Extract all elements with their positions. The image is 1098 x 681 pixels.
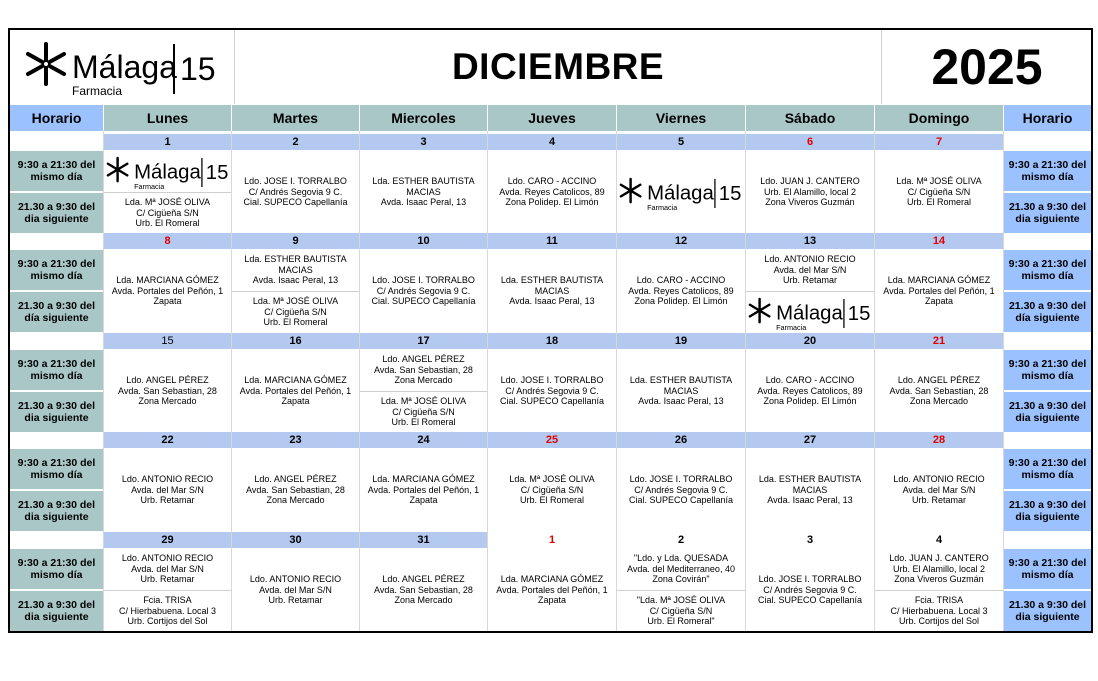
on-duty-pharmacy-night [104,193,231,233]
pharmacy-line: Zona Mercado [394,375,453,386]
day-number: 20 [746,333,874,349]
pharmacy-line: Lda. Mª JOSÉ OLIVA [124,197,211,208]
pharmacy-line: C/ Cigüeña S/N [649,605,713,616]
pharmacy-line: Avda. Portales del Peñón, 1 [883,285,995,296]
on-duty-pharmacy [875,350,1003,432]
pharmacy-line: Avda. Reyes Catolicos, 89 [628,285,734,296]
pharmacy-line: Avda. San Sebastian, 28 [374,364,473,375]
column-divider [231,131,232,631]
pharmacy-line: Urb. Cortijos del Sol [127,616,208,627]
on-duty-pharmacy [360,250,487,332]
day-number: 18 [488,333,616,349]
pharmacy-line: Zona Viveros Guzmán [894,574,984,585]
day-number: 6 [746,134,874,150]
on-duty-pharmacy [104,350,231,432]
day-number: 10 [360,233,487,249]
on-duty-pharmacy [232,151,359,233]
calendar [8,28,1093,633]
pharmacy-line: Zona Mercado [909,396,969,407]
hours-day-shift: 9:30 a 21:30 del mismo día [10,549,103,589]
brand-logo [12,32,232,102]
on-duty-pharmacy [488,549,616,631]
hours-night-shift: 21.30 a 9:30 del dia siguiente [1004,491,1091,531]
on-duty-pharmacy [617,151,745,233]
pharmacy-line: Avda. del Mar S/N [773,264,847,275]
on-duty-pharmacy-night [875,591,1003,631]
pharmacy-logo-number: 15 [718,182,742,205]
on-duty-pharmacy-day [617,549,745,589]
on-duty-pharmacy [617,449,745,531]
pharmacy-line: MACIAS [406,186,441,197]
hours-night-shift: 21.30 a 9:30 del día siguiente [10,292,103,332]
day-number: 16 [232,333,359,349]
pharmacy-line: Urb. Retamar [782,275,837,286]
pharmacy-line: Lda. Mª JOSÉ OLIVA [896,176,982,187]
on-duty-pharmacy [104,449,231,531]
brand-number: 15 [180,51,216,87]
pharmacy-line: Fcia. TRISA [143,595,192,606]
column-header-miercoles: Miercoles [360,105,487,131]
hours-day-shift: 9:30 a 21:30 del mismo día [1004,151,1091,191]
pharmacy-line: Avda. Isaac Peral, 13 [509,296,595,307]
pharmacy-line: Ldo. ANTONIO RECIO [121,474,214,485]
column-header-domingo: Domingo [875,105,1003,131]
on-duty-pharmacy [746,350,874,432]
day-number: 11 [488,233,616,249]
on-duty-pharmacy [617,250,745,332]
pharmacy-line: C/ Andrés Segovia 9 C. [505,385,599,396]
pharmacy-line: Avda. Portales del Peñón, 1 [367,484,480,495]
pharmacy-line: Avda. del Mar S/N [902,484,976,495]
day-number: 23 [232,432,359,448]
day-number: 19 [617,333,745,349]
pharmacy-line: Lda. ESTHER BAUTISTA [629,375,733,386]
pharmacy-line: Avda. Portales del Peñón, 1 [496,584,608,595]
on-duty-pharmacy-day [104,549,231,589]
year-title: 2025 [931,39,1043,95]
day-number: 30 [232,532,359,548]
pharmacy-line: MACIAS [534,285,570,296]
pharmacy-line: Avda. Isaac Peral, 13 [252,275,339,286]
pharmacy-line: Cial. SUPECO Capellanía [499,396,605,407]
on-duty-pharmacy [488,151,616,233]
pharmacy-line: Urb. El Alamillo, local 2 [892,563,986,574]
column-header-viernes: Viernes [617,105,745,131]
pharmacy-line: Zapata [537,595,567,606]
pharmacy-line: C/ Andrés Segovia 9 C. [634,484,728,495]
column-header-sábado: Sábado [746,105,874,131]
pharmacy-line: Lda. ESTHER BAUTISTA [244,254,347,265]
hours-night-shift: 21.30 a 9:30 del dia siguiente [10,193,103,233]
hours-night-shift: 21.30 a 9:30 del dia siguiente [10,491,103,531]
day-number: 2 [677,534,685,546]
on-duty-pharmacy [232,549,359,631]
on-duty-pharmacy [488,449,616,531]
hours-night-shift: 21.30 a 9:30 del dia siguiente [10,591,103,631]
pharmacy-line: C/ Cigüeña S/N [907,186,971,197]
column-header-martes: Martes [232,105,359,131]
day-number: 4 [488,134,616,150]
pharmacy-line: Avda. Isaac Peral, 13 [767,495,853,506]
hours-day-shift: 9:30 a 21:30 del mismo día [1004,250,1091,290]
pharmacy-line: Zona Polidep. El Limón [505,197,599,208]
on-duty-pharmacy [488,350,616,432]
hours-night-shift: 21.30 a 9:30 del día siguiente [1004,292,1091,332]
on-duty-pharmacy [746,151,874,233]
pharmacy-line: Zapata [409,495,438,506]
day-number: 15 [104,333,231,349]
pharmacy-line: Ldo. JOSE I. TORRALBO [372,275,475,286]
pharmacy-line: Ldo. ANTONIO RECIO [764,254,856,265]
brand-tagline: Farmacia [72,84,123,98]
pharmacy-line: "Ldo. y Lda. QUESADA [633,553,729,564]
hours-night-shift: 21.30 a 9:30 del dia siguiente [1004,392,1091,432]
hours-day-shift: 9:30 a 21:30 del mismo día [1004,449,1091,489]
on-duty-pharmacy [746,549,874,631]
day-number: 4 [935,534,943,546]
day-number: 27 [746,432,874,448]
column-divider [359,131,360,631]
pharmacy-line: C/ Cigüeña S/N [136,207,199,218]
on-duty-pharmacy-day [746,250,874,290]
pharmacy-line: C/ Cigüeña S/N [520,484,584,495]
pharmacy-line: Ldo. ANGEL PÉREZ [382,574,465,585]
pharmacy-line: Urb. Retamar [140,574,195,585]
on-duty-pharmacy [360,151,487,233]
pharmacy-line: Lda. Mª JOSÉ OLIVA [252,296,339,307]
month-title: DICIEMBRE [234,30,882,104]
day-number: 8 [104,233,231,249]
pharmacy-line: C/ Cigüeña S/N [264,306,327,317]
hours-day-shift: 9:30 a 21:30 del mismo día [10,250,103,290]
pharmacy-line: C/ Hierbabuena. Local 3 [118,605,217,616]
column-divider [487,131,488,631]
pharmacy-line: "Lda. Mª JOSÉ OLIVA [636,595,726,606]
day-number: 26 [617,432,745,448]
on-duty-pharmacy [360,549,487,631]
star-logo-icon [750,298,769,321]
pharmacy-line: Lda. ESTHER BAUTISTA [500,275,604,286]
column-divider [1003,131,1004,631]
star-logo-icon [107,157,126,180]
day-number: 28 [875,432,1003,448]
pharmacy-line: Ldo. ANGEL PÉREZ [254,474,337,485]
on-duty-pharmacy [617,350,745,432]
pharmacy-line: C/ Hierbabuena. Local 3 [890,605,988,616]
on-duty-pharmacy-night [746,292,874,332]
on-duty-pharmacy [232,449,359,531]
column-divider [745,131,746,631]
on-duty-pharmacy-day [232,250,359,290]
column-divider [103,131,104,631]
pharmacy-line: Avda. San Sebastian, 28 [374,584,473,595]
pharmacy-line: Zona Mercado [138,396,197,407]
pharmacy-logo [747,293,873,332]
pharmacy-line: Urb. El Romeral [135,218,200,229]
day-number: 7 [875,134,1003,150]
on-duty-pharmacy [104,250,231,332]
pharmacy-line: Ldo. CARO - ACCINO [765,375,855,386]
pharmacy-line: Fcia. TRISA [914,595,964,606]
pharmacy-line: C/ Andrés Segovia 9 C. [376,285,471,296]
on-duty-pharmacy [488,250,616,332]
pharmacy-line: Lda. MARCIANA GÓMEZ [887,275,991,286]
day-number: 13 [746,233,874,249]
day-number: 3 [806,534,814,546]
pharmacy-line: Zona Viveros Guzmán [765,197,855,208]
pharmacy-line: Lda. ESTHER BAUTISTA [758,474,862,485]
on-duty-pharmacy [875,449,1003,531]
column-header-horario: Horario [10,105,103,131]
pharmacy-line: MACIAS [278,264,313,275]
pharmacy-line: Avda. San Sebastian, 28 [118,385,217,396]
day-number: 1 [104,134,231,150]
column-header-lunes: Lunes [104,105,231,131]
pharmacy-line: Lda. ESTHER BAUTISTA [372,176,475,187]
pharmacy-line: Avda. Portales del Peñón, 1 [239,385,352,396]
pharmacy-line: Avda. Isaac Peral, 13 [380,197,467,208]
day-number: 9 [232,233,359,249]
pharmacy-line: Lda. Mª JOSÉ OLIVA [509,474,595,485]
pharmacy-logo-number: 15 [847,302,871,325]
pharmacy-line: Ldo. JUAN J. CANTERO [889,553,989,564]
day-number: 17 [360,333,487,349]
day-number: 24 [360,432,487,448]
pharmacy-line: Ldo. ANGEL PÉREZ [897,375,981,386]
pharmacy-line: Ldo. JOSE I. TORRALBO [244,176,347,187]
pharmacy-line: Ldo. ANTONIO RECIO [121,553,214,564]
on-duty-pharmacy [232,350,359,432]
pharmacy-line: Avda. del Mar S/N [131,563,204,574]
on-duty-pharmacy-night [232,292,359,332]
pharmacy-line: Avda. Portales del Peñón, 1 [111,285,224,296]
pharmacy-line: Cial. SUPECO Capellanía [371,296,476,307]
hours-day-shift: 9:30 a 21:30 del mismo día [10,350,103,390]
pharmacy-line: Zapata [153,296,182,307]
pharmacy-line: C/ Cigüeña S/N [392,406,455,417]
pharmacy-line: Lda. MARCIANA GÓMEZ [372,474,475,485]
pharmacy-logo [105,152,231,191]
hours-day-shift: 9:30 a 21:30 del mismo día [10,151,103,191]
hours-day-shift: 9:30 a 21:30 del mismo día [10,449,103,489]
pharmacy-line: Urb. Retamar [268,595,323,606]
on-duty-pharmacy [875,250,1003,332]
pharmacy-line: Ldo. JOSE I. TORRALBO [629,474,733,485]
pharmacy-logo-tagline: Farmacia [133,181,164,191]
brand-name: Málaga [72,49,177,85]
pharmacy-line: Zona Mercado [266,495,325,506]
day-number: 5 [617,134,745,150]
pharmacy-line: Lda. MARCIANA GÓMEZ [244,375,347,386]
day-number: 29 [104,532,231,548]
pharmacy-line: Zapata [924,296,954,307]
column-header-jueves: Jueves [488,105,616,131]
pharmacy-logo [618,173,744,212]
on-duty-pharmacy-day [104,151,231,191]
day-number: 14 [875,233,1003,249]
column-divider [616,131,617,631]
on-duty-pharmacy [360,449,487,531]
pharmacy-logo-tagline: Farmacia [647,202,678,212]
pharmacy-line: Zapata [281,396,310,407]
column-divider [874,131,875,631]
pharmacy-line: Urb. El Romeral [391,417,456,428]
column-header-horario: Horario [1004,105,1091,131]
pharmacy-line: Avda. Reyes Catolicos, 89 [499,186,605,197]
day-number: 22 [104,432,231,448]
pharmacy-line: Avda. del Mediterraneo, 40 [627,563,735,574]
pharmacy-line: Ldo. ANTONIO RECIO [249,574,342,585]
pharmacy-line: Avda. Reyes Catolicos, 89 [757,385,863,396]
pharmacy-line: Cial. SUPECO Capellanía [243,197,348,208]
day-number: 21 [875,333,1003,349]
pharmacy-line: Avda. del Mar S/N [131,484,204,495]
pharmacy-logo-number: 15 [205,161,228,184]
on-duty-pharmacy-day [875,549,1003,589]
pharmacy-line: Zona Polidep. El Limón [634,296,728,307]
pharmacy-line: Urb. Cortijos del Sol [898,616,980,627]
pharmacy-line: C/ Andrés Segovia 9 C. [763,584,857,595]
hours-night-shift: 21.30 a 9:30 del dia siguiente [1004,193,1091,233]
pharmacy-line: Ldo. ANGEL PÉREZ [382,354,465,365]
on-duty-pharmacy-day [360,350,487,390]
pharmacy-line: Avda. San Sebastian, 28 [246,484,345,495]
pharmacy-line: Ldo. JUAN J. CANTERO [760,176,860,187]
on-duty-pharmacy-night [360,392,487,432]
on-duty-pharmacy-night [104,591,231,631]
pharmacy-line: MACIAS [792,484,828,495]
day-number: 2 [232,134,359,150]
pharmacy-line: Urb. Retamar [140,495,195,506]
pharmacy-line: Zona Mercado [394,595,453,606]
pharmacy-line: Ldo. JOSE I. TORRALBO [500,375,604,386]
pharmacy-line: MACIAS [663,385,699,396]
pharmacy-line: Lda. MARCIANA GÓMEZ [500,574,604,585]
hours-night-shift: 21.30 a 9:30 del dia siguiente [1004,591,1091,631]
pharmacy-line: Zona Polidep. El Limón [763,396,857,407]
pharmacy-line: Ldo. CARO - ACCINO [636,275,726,286]
on-duty-pharmacy-night [617,591,745,631]
day-number: 31 [360,532,487,548]
pharmacy-line: C/ Andrés Segovia 9 C. [248,186,343,197]
pharmacy-line: Avda. San Sebastian, 28 [889,385,989,396]
day-number: 25 [488,432,616,448]
pharmacy-line: Ldo. CARO - ACCINO [507,176,597,187]
pharmacy-line: Urb. El Romeral [906,197,971,208]
pharmacy-line: Ldo. JOSE I. TORRALBO [758,574,862,585]
pharmacy-line: Lda. MARCIANA GÓMEZ [116,275,219,286]
on-duty-pharmacy [746,449,874,531]
pharmacy-line: Urb. El Alamillo, local 2 [763,186,857,197]
pharmacy-logo-name: Málaga [776,301,843,324]
pharmacy-logo-tagline: Farmacia [776,322,807,332]
pharmacy-line: Ldo. ANTONIO RECIO [893,474,985,485]
pharmacy-line: Urb. Retamar [911,495,966,506]
pharmacy-line: Cial. SUPECO Capellanía [757,595,863,606]
star-logo-icon [621,178,640,201]
pharmacy-logo-name: Málaga [133,160,201,183]
pharmacy-line: Zona Covirán" [652,574,710,585]
day-number: 1 [548,534,556,546]
pharmacy-logo-name: Málaga [647,181,714,204]
hours-day-shift: 9:30 a 21:30 del mismo día [1004,350,1091,390]
pharmacy-line: Urb. El Romeral [263,317,328,328]
pharmacy-line: Avda. del Mar S/N [259,584,332,595]
pharmacy-line: Ldo. ANGEL PÉREZ [126,375,209,386]
day-number: 3 [360,134,487,150]
pharmacy-line: Avda. Isaac Peral, 13 [638,396,724,407]
hours-day-shift: 9:30 a 21:30 del mismo día [1004,549,1091,589]
hours-night-shift: 21.30 a 9:30 del dia siguiente [10,392,103,432]
pharmacy-line: Urb. El Romeral" [647,616,715,627]
pharmacy-line: Cial. SUPECO Capellanía [628,495,734,506]
pharmacy-line: Urb. El Romeral [519,495,584,506]
pharmacy-line: Lda. Mª JOSÉ OLIVA [380,396,467,407]
on-duty-pharmacy [875,151,1003,233]
day-number: 12 [617,233,745,249]
